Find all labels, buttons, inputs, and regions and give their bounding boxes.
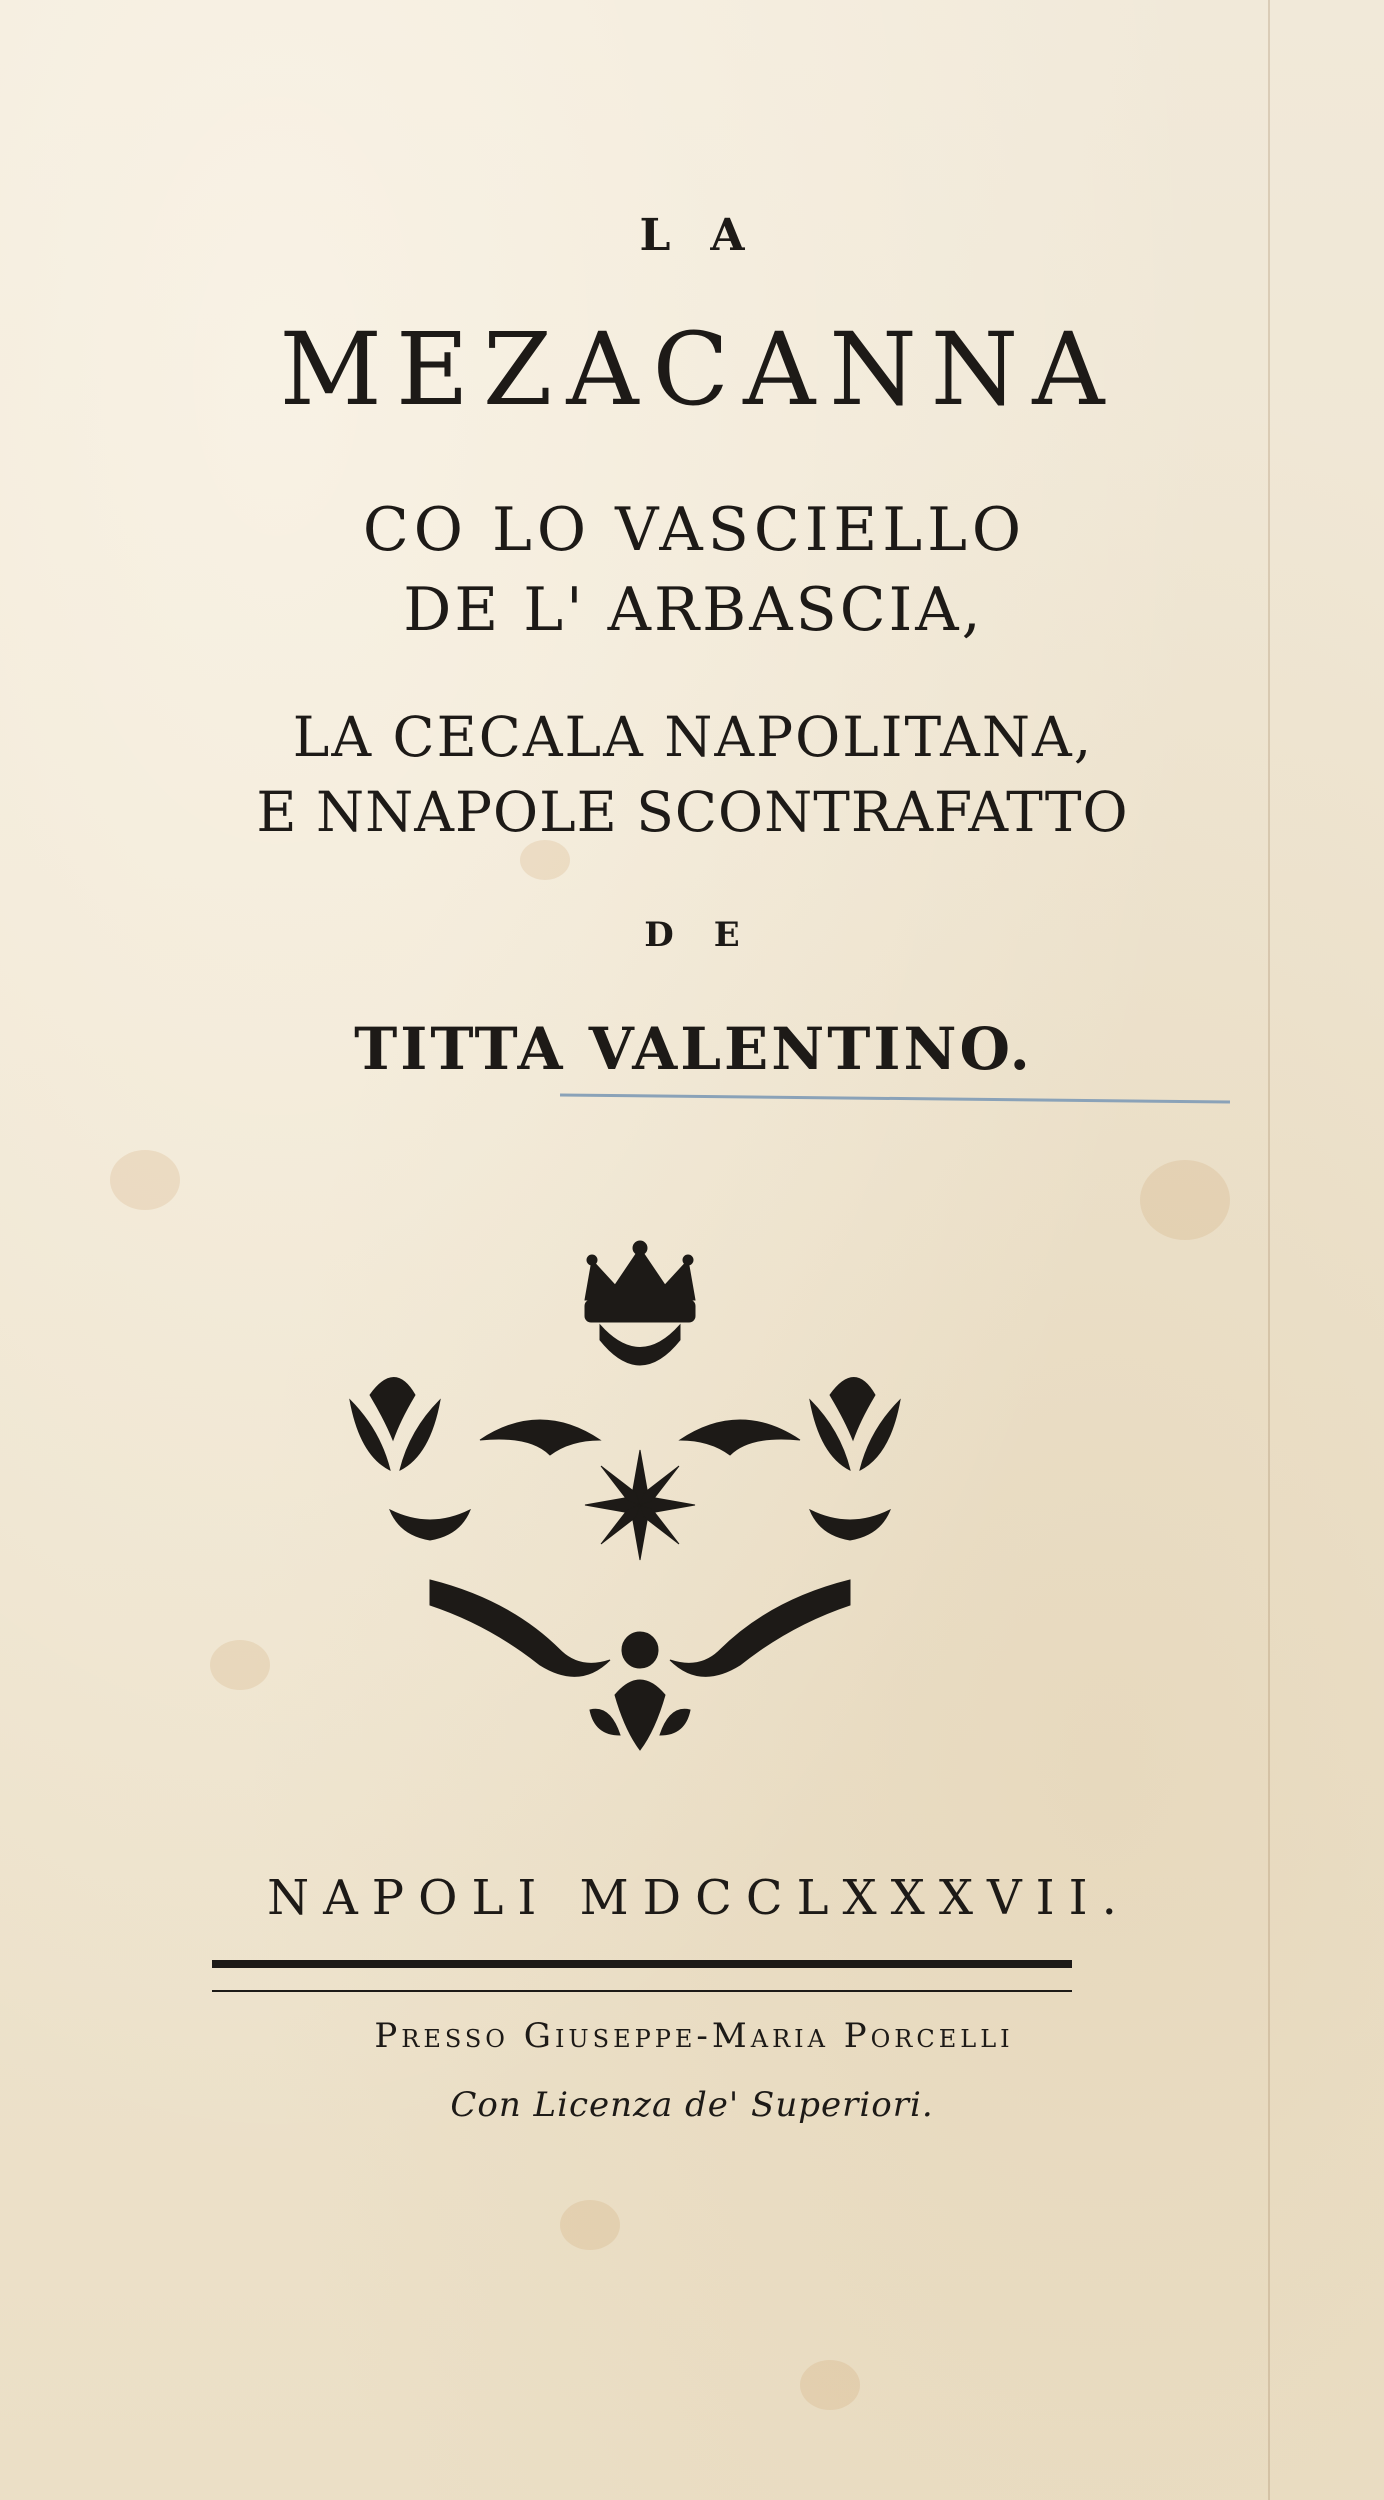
title-article: LA xyxy=(639,210,785,261)
paper-stain xyxy=(110,1150,180,1210)
paper-stain xyxy=(800,2360,860,2410)
subtitle-line-1: CO LO VASCIELLO xyxy=(362,495,1027,565)
pen-underline xyxy=(560,1093,1230,1103)
paper-stain xyxy=(1140,1160,1230,1240)
paper-stain xyxy=(210,1640,270,1690)
crowned-floral-ornament-icon xyxy=(330,1240,950,1760)
printer-line: Presso Giuseppe-Maria Porcelli xyxy=(374,2016,1014,2056)
imprint-place-date: NAPOLI MDCCLXXXVII. xyxy=(267,1870,1131,1926)
imprint-rule-thin xyxy=(212,1990,1072,1992)
subtitle-line-3: LA CECALA NAPOLITANA, xyxy=(292,705,1094,769)
author-name: TITTA VALENTINO. xyxy=(354,1015,1033,1083)
subtitle-line-4: E NNAPOLE SCONTRAFATTO xyxy=(256,780,1129,844)
paper-stain xyxy=(520,840,570,880)
imprint-rule-thick xyxy=(212,1960,1072,1968)
subtitle-line-2: DE L' ARBASCIA, xyxy=(403,575,984,645)
license-line: Con Licenza de' Superiori. xyxy=(450,2085,934,2125)
main-title: MEZACANNA xyxy=(279,311,1119,428)
author-preposition: DE xyxy=(644,915,780,955)
paper-stain xyxy=(560,2200,620,2250)
